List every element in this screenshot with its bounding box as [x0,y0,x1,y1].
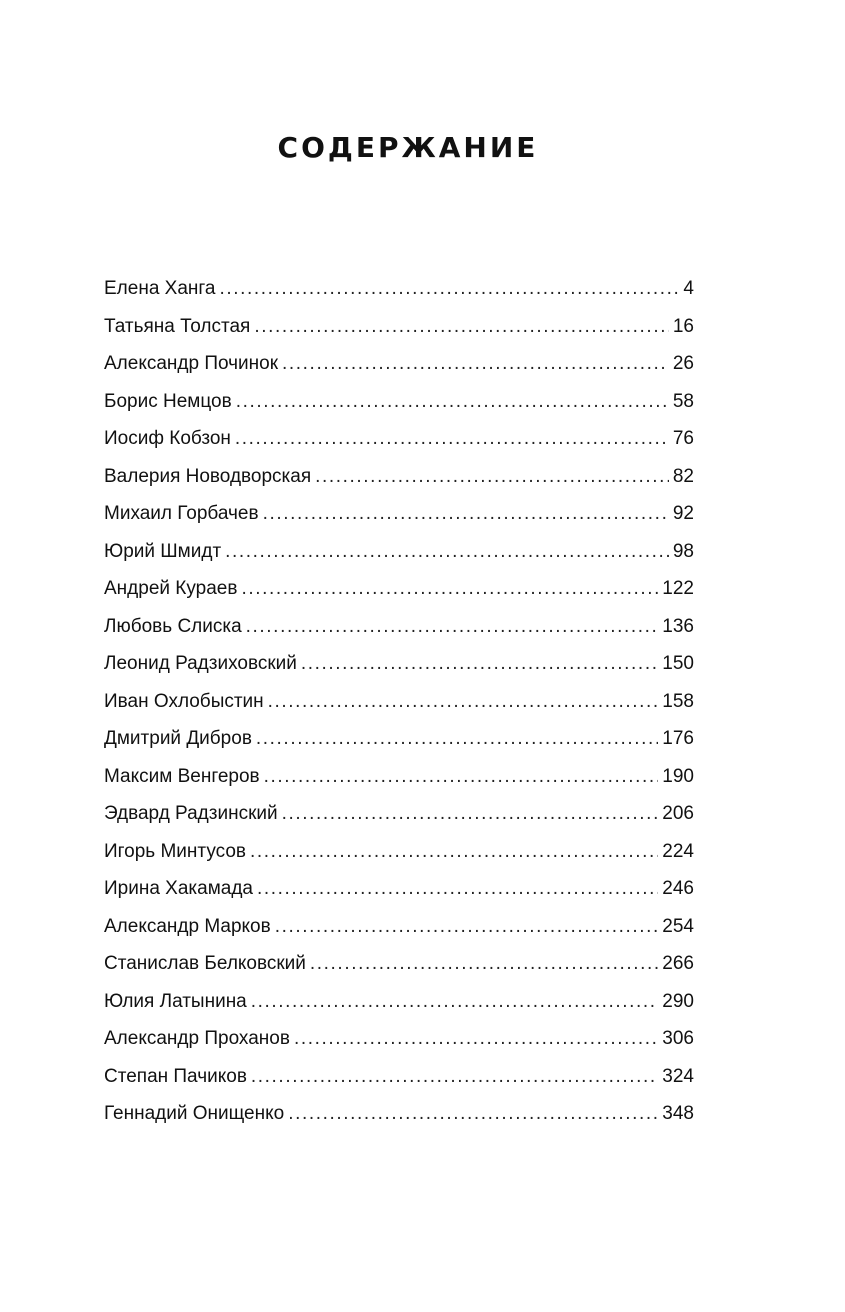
toc-entry-page: 122 [662,578,694,599]
toc-entry-name: Степан Пачиков [104,1065,247,1087]
toc-entry[interactable] [104,1020,694,1058]
toc-entry-name: Борис Немцов [104,390,232,412]
toc-entry-page: 16 [672,315,694,337]
dot-leader [275,908,659,946]
toc-entry[interactable] [104,908,694,946]
toc-entry[interactable] [104,495,694,533]
dot-leader [246,608,659,646]
toc-entry-name: Леонид Радзиховский [104,653,297,674]
dot-leader [310,945,658,983]
toc-entry-page: 158 [662,690,694,712]
toc-entry-page: 266 [662,953,694,974]
toc-entry-page: 136 [662,615,694,637]
toc-entry-name: Иосиф Кобзон [104,428,231,449]
toc-entry[interactable] [104,383,694,421]
toc-entry[interactable] [104,720,694,758]
dot-leader [225,533,669,571]
toc-entry-page: 324 [662,1065,694,1087]
dot-leader [268,683,659,721]
toc-entry-page: 4 [683,278,694,299]
dot-leader [236,383,669,421]
toc-entry[interactable] [104,833,694,871]
dot-leader [282,345,669,383]
dot-leader [250,833,658,871]
dot-leader [219,270,679,308]
toc-entry[interactable] [104,983,694,1021]
toc-entry-name: Александр Починок [104,353,279,374]
toc-entry-name: Михаил Горбачев [104,503,259,524]
toc-entry[interactable] [104,420,694,458]
toc-entry-page: 206 [662,803,694,824]
toc-entry-page: 348 [662,1103,694,1124]
toc-entry-name: Эдвард Радзинский [104,803,278,824]
toc-entry[interactable] [104,645,694,683]
dot-leader [282,795,659,833]
toc-entry-page: 290 [662,990,694,1012]
toc-entry-name: Станислав Белковский [104,953,306,974]
page-title: СОДЕРЖАНИЕ [277,131,539,164]
dot-leader [251,1058,658,1096]
toc-entry-name: Дмитрий Дибров [104,728,252,749]
toc-entry-name: Валерия Новодворская [104,465,312,487]
toc-entry-name: Александр Проханов [104,1028,290,1049]
toc-entry-page: 190 [662,765,694,787]
toc-entry-page: 176 [662,728,694,749]
dot-leader [263,495,669,533]
toc-entry-page: 246 [662,878,694,899]
toc-entry-name: Андрей Кураев [104,578,238,599]
toc-entry-page: 82 [672,465,694,487]
toc-entry-page: 224 [662,840,694,862]
dot-leader [264,758,659,796]
toc-entry[interactable] [104,683,694,721]
toc-entry-name: Игорь Минтусов [104,840,246,862]
toc-entry-name: Елена Ханга [104,278,216,299]
toc-entry[interactable] [104,345,694,383]
toc-entry[interactable] [104,1095,694,1133]
toc-entry[interactable] [104,270,694,308]
toc-entry-name: Татьяна Толстая [104,315,251,337]
dot-leader [301,645,658,683]
toc-entry-name: Александр Марков [104,915,271,937]
toc-entry-page: 150 [662,653,694,674]
toc-entry-page: 92 [672,503,694,524]
toc-entry-name: Максим Венгеров [104,765,260,787]
toc-entry-name: Геннадий Онищенко [104,1103,285,1124]
dot-leader [235,420,669,458]
toc-entry[interactable] [104,458,694,496]
toc-entry[interactable] [104,1058,694,1096]
table-of-contents [104,270,694,1133]
toc-entry-page: 76 [672,428,694,449]
dot-leader [257,870,658,908]
toc-entry[interactable] [104,608,694,646]
toc-entry[interactable] [104,795,694,833]
toc-entry[interactable] [104,870,694,908]
dot-leader [251,983,659,1021]
dot-leader [241,570,658,608]
toc-entry-page: 254 [662,915,694,937]
toc-entry-page: 26 [672,353,694,374]
toc-entry[interactable] [104,533,694,571]
dot-leader [288,1095,658,1133]
toc-entry[interactable] [104,945,694,983]
toc-entry[interactable] [104,570,694,608]
dot-leader [254,308,669,346]
dot-leader [315,458,669,496]
toc-entry-page: 98 [672,540,694,562]
toc-entry-page: 306 [662,1028,694,1049]
toc-entry-page: 58 [672,390,694,412]
toc-entry-name: Юлия Латынина [104,990,247,1012]
toc-entry-name: Иван Охлобыстин [104,690,264,712]
toc-entry[interactable] [104,308,694,346]
dot-leader [256,720,658,758]
toc-entry-name: Любовь Слиска [104,615,242,637]
toc-entry-name: Ирина Хакамада [104,878,253,899]
dot-leader [294,1020,658,1058]
toc-entry[interactable] [104,758,694,796]
toc-entry-name: Юрий Шмидт [104,540,222,562]
